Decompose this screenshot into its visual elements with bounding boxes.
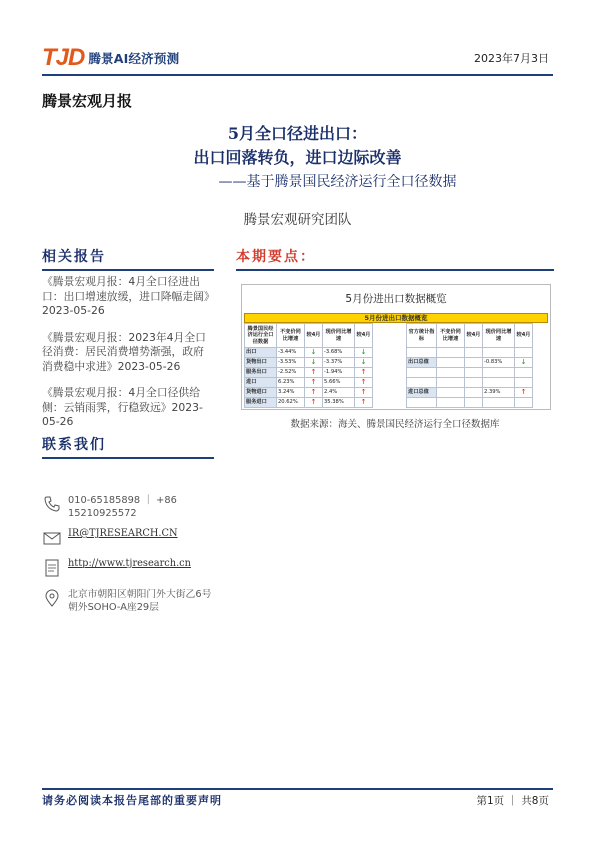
key-points-section xyxy=(236,246,554,271)
brand-logo xyxy=(42,44,179,72)
value-cell: -0.83% xyxy=(483,358,515,368)
phone-icon xyxy=(42,494,62,514)
value-cell xyxy=(437,398,465,408)
official-label: 出口总值 xyxy=(407,358,437,368)
official-label xyxy=(407,348,437,358)
value-cell: 3.24% xyxy=(277,388,305,398)
value-cell: 6.23% xyxy=(277,378,305,388)
table-gap xyxy=(373,324,407,348)
value-cell: 5.66% xyxy=(323,378,355,388)
value-cell: -3.37% xyxy=(323,358,355,368)
trend-arrow xyxy=(465,398,483,408)
contact-phone-row xyxy=(42,494,214,520)
row-label: 服务出口 xyxy=(245,368,277,378)
key-points-heading: 本期要点： xyxy=(236,246,554,271)
value-cell xyxy=(437,388,465,398)
trend-arrow xyxy=(465,378,483,388)
table-row xyxy=(245,398,548,408)
header-cell: 较4月 xyxy=(465,324,483,348)
contact-web-row xyxy=(42,558,214,578)
table-gap xyxy=(533,368,548,378)
trend-arrow xyxy=(465,388,483,398)
row-label: 出口 xyxy=(245,348,277,358)
trend-arrow: ↑ xyxy=(355,368,373,378)
header-cell: 现价同比增速 xyxy=(483,324,515,348)
value-cell: -3.44% xyxy=(277,348,305,358)
author-team: 腾景宏观研究团队 xyxy=(243,212,352,228)
contact-address-row xyxy=(42,588,214,614)
logo-mark: TJD xyxy=(42,44,85,71)
value-cell xyxy=(437,368,465,378)
value-cell: 35.38% xyxy=(323,398,355,408)
contact-section xyxy=(42,434,214,459)
table-row xyxy=(245,378,548,388)
page-number: 第1页 ｜ 共8页 xyxy=(476,795,549,807)
header-cell: 腾景国民经济运行全口径数据 xyxy=(245,324,277,348)
related-report-item[interactable]: 《腾景宏观月报：4月全口径进出口：出口增速放缓，进口降幅走阔》2023-05-26 xyxy=(42,275,210,317)
table-gap xyxy=(533,378,548,388)
contact-email-row xyxy=(42,528,214,548)
table-gap xyxy=(533,324,548,348)
value-cell xyxy=(483,368,515,378)
mail-icon xyxy=(42,528,62,548)
table-gap xyxy=(533,388,548,398)
table-row xyxy=(245,368,548,378)
value-cell: -3.68% xyxy=(323,348,355,358)
figure-title: 5月份进出口数据概览 xyxy=(345,293,447,305)
value-cell xyxy=(483,378,515,388)
trend-arrow xyxy=(465,348,483,358)
trend-arrow: ↑ xyxy=(355,398,373,408)
value-cell xyxy=(483,398,515,408)
trend-arrow: ↑ xyxy=(355,388,373,398)
value-cell xyxy=(437,378,465,388)
table-row xyxy=(245,348,548,358)
header-cell: 官方统计指标 xyxy=(407,324,437,348)
trend-arrow xyxy=(465,368,483,378)
value-cell: 2.39% xyxy=(483,388,515,398)
related-heading: 相关报告 xyxy=(42,246,214,271)
header-cell: 不变价同比增速 xyxy=(277,324,305,348)
table-banner: 5月份进出口数据概览 xyxy=(244,313,548,323)
contact-address: 北京市朝阳区朝阳门外大街乙6号朝外SOHO-A座29层 xyxy=(68,589,212,613)
trend-arrow xyxy=(465,358,483,368)
title-line-2: 出口回落转负，进口边际改善 xyxy=(193,148,402,167)
header-cell: 较4月 xyxy=(305,324,323,348)
table-gap xyxy=(373,348,407,358)
table-gap xyxy=(373,358,407,368)
related-reports xyxy=(42,246,214,442)
trend-arrow: ↓ xyxy=(305,358,323,368)
row-label: 货物进口 xyxy=(245,388,277,398)
table-gap xyxy=(373,398,407,408)
official-label xyxy=(407,368,437,378)
trend-arrow: ↑ xyxy=(355,378,373,388)
trend-arrow xyxy=(515,378,533,388)
trend-arrow: ↑ xyxy=(305,398,323,408)
trend-arrow: ↓ xyxy=(355,348,373,358)
header-rule xyxy=(42,74,553,76)
trade-overview-figure xyxy=(241,284,551,410)
disclaimer-link[interactable]: 请务必阅读本报告尾部的重要声明 xyxy=(42,794,222,807)
table-gap xyxy=(533,348,548,358)
value-cell: -3.53% xyxy=(277,358,305,368)
logo-name: 腾景AI经济预测 xyxy=(88,51,180,66)
table-gap xyxy=(373,368,407,378)
header-cell: 较4月 xyxy=(515,324,533,348)
footer-rule xyxy=(42,788,553,790)
trend-arrow: ↓ xyxy=(515,358,533,368)
contact-email-link[interactable]: IR@TJRESEARCH.CN xyxy=(68,528,178,539)
value-cell: -1.94% xyxy=(323,368,355,378)
value-cell: -2.52% xyxy=(277,368,305,378)
trend-arrow xyxy=(515,398,533,408)
related-report-item[interactable]: 《腾景宏观月报：4月全口径供给侧：云销雨霁，行稳致远》2023-05-26 xyxy=(42,386,203,428)
title-line-1: 5月全口径进出口： xyxy=(227,124,368,143)
header-cell: 现价同比增速 xyxy=(323,324,355,348)
official-label: 进口总值 xyxy=(407,388,437,398)
row-label: 进口 xyxy=(245,378,277,388)
trend-arrow: ↑ xyxy=(515,388,533,398)
contact-phone: 010-65185898 ｜ +86 15210925572 xyxy=(68,495,177,519)
row-label: 货物出口 xyxy=(245,358,277,368)
row-label: 服务进口 xyxy=(245,398,277,408)
trend-arrow: ↑ xyxy=(305,368,323,378)
trade-data-table xyxy=(244,323,548,408)
report-date: 2023年7月3日 xyxy=(474,52,549,65)
table-row xyxy=(245,388,548,398)
value-cell: 20.62% xyxy=(277,398,305,408)
related-report-item[interactable]: 《腾景宏观月报：2023年4月全口径消费：居民消费增势渐强，政府消费稳中求进》2023-05-26 xyxy=(42,330,206,373)
official-label xyxy=(407,378,437,388)
official-label xyxy=(407,398,437,408)
trend-arrow: ↑ xyxy=(305,388,323,398)
data-table-wrap xyxy=(244,313,548,408)
location-pin-icon xyxy=(42,588,62,608)
header-cell: 较4月 xyxy=(355,324,373,348)
table-gap xyxy=(373,388,407,398)
contact-heading: 联系我们 xyxy=(42,434,214,459)
value-cell xyxy=(483,348,515,358)
document-icon xyxy=(42,558,62,578)
trend-arrow xyxy=(515,368,533,378)
value-cell: 2.4% xyxy=(323,388,355,398)
header-cell: 不变价同比增速 xyxy=(437,324,465,348)
trend-arrow: ↓ xyxy=(355,358,373,368)
value-cell xyxy=(437,348,465,358)
table-row xyxy=(245,358,548,368)
trend-arrow: ↓ xyxy=(305,348,323,358)
contact-website-link[interactable]: http://www.tjresearch.cn xyxy=(68,558,191,569)
report-series: 腾景宏观月报 xyxy=(42,92,133,110)
figure-source: 数据来源：海关、腾景国民经济运行全口径数据库 xyxy=(290,419,500,430)
table-gap xyxy=(533,398,548,408)
subtitle: ——基于腾景国民经济运行全口径数据 xyxy=(218,174,457,190)
table-header-row xyxy=(245,324,548,348)
value-cell xyxy=(437,358,465,368)
table-gap xyxy=(373,378,407,388)
title-block xyxy=(0,122,595,228)
trend-arrow: ↑ xyxy=(305,378,323,388)
trend-arrow xyxy=(515,348,533,358)
table-gap xyxy=(533,358,548,368)
